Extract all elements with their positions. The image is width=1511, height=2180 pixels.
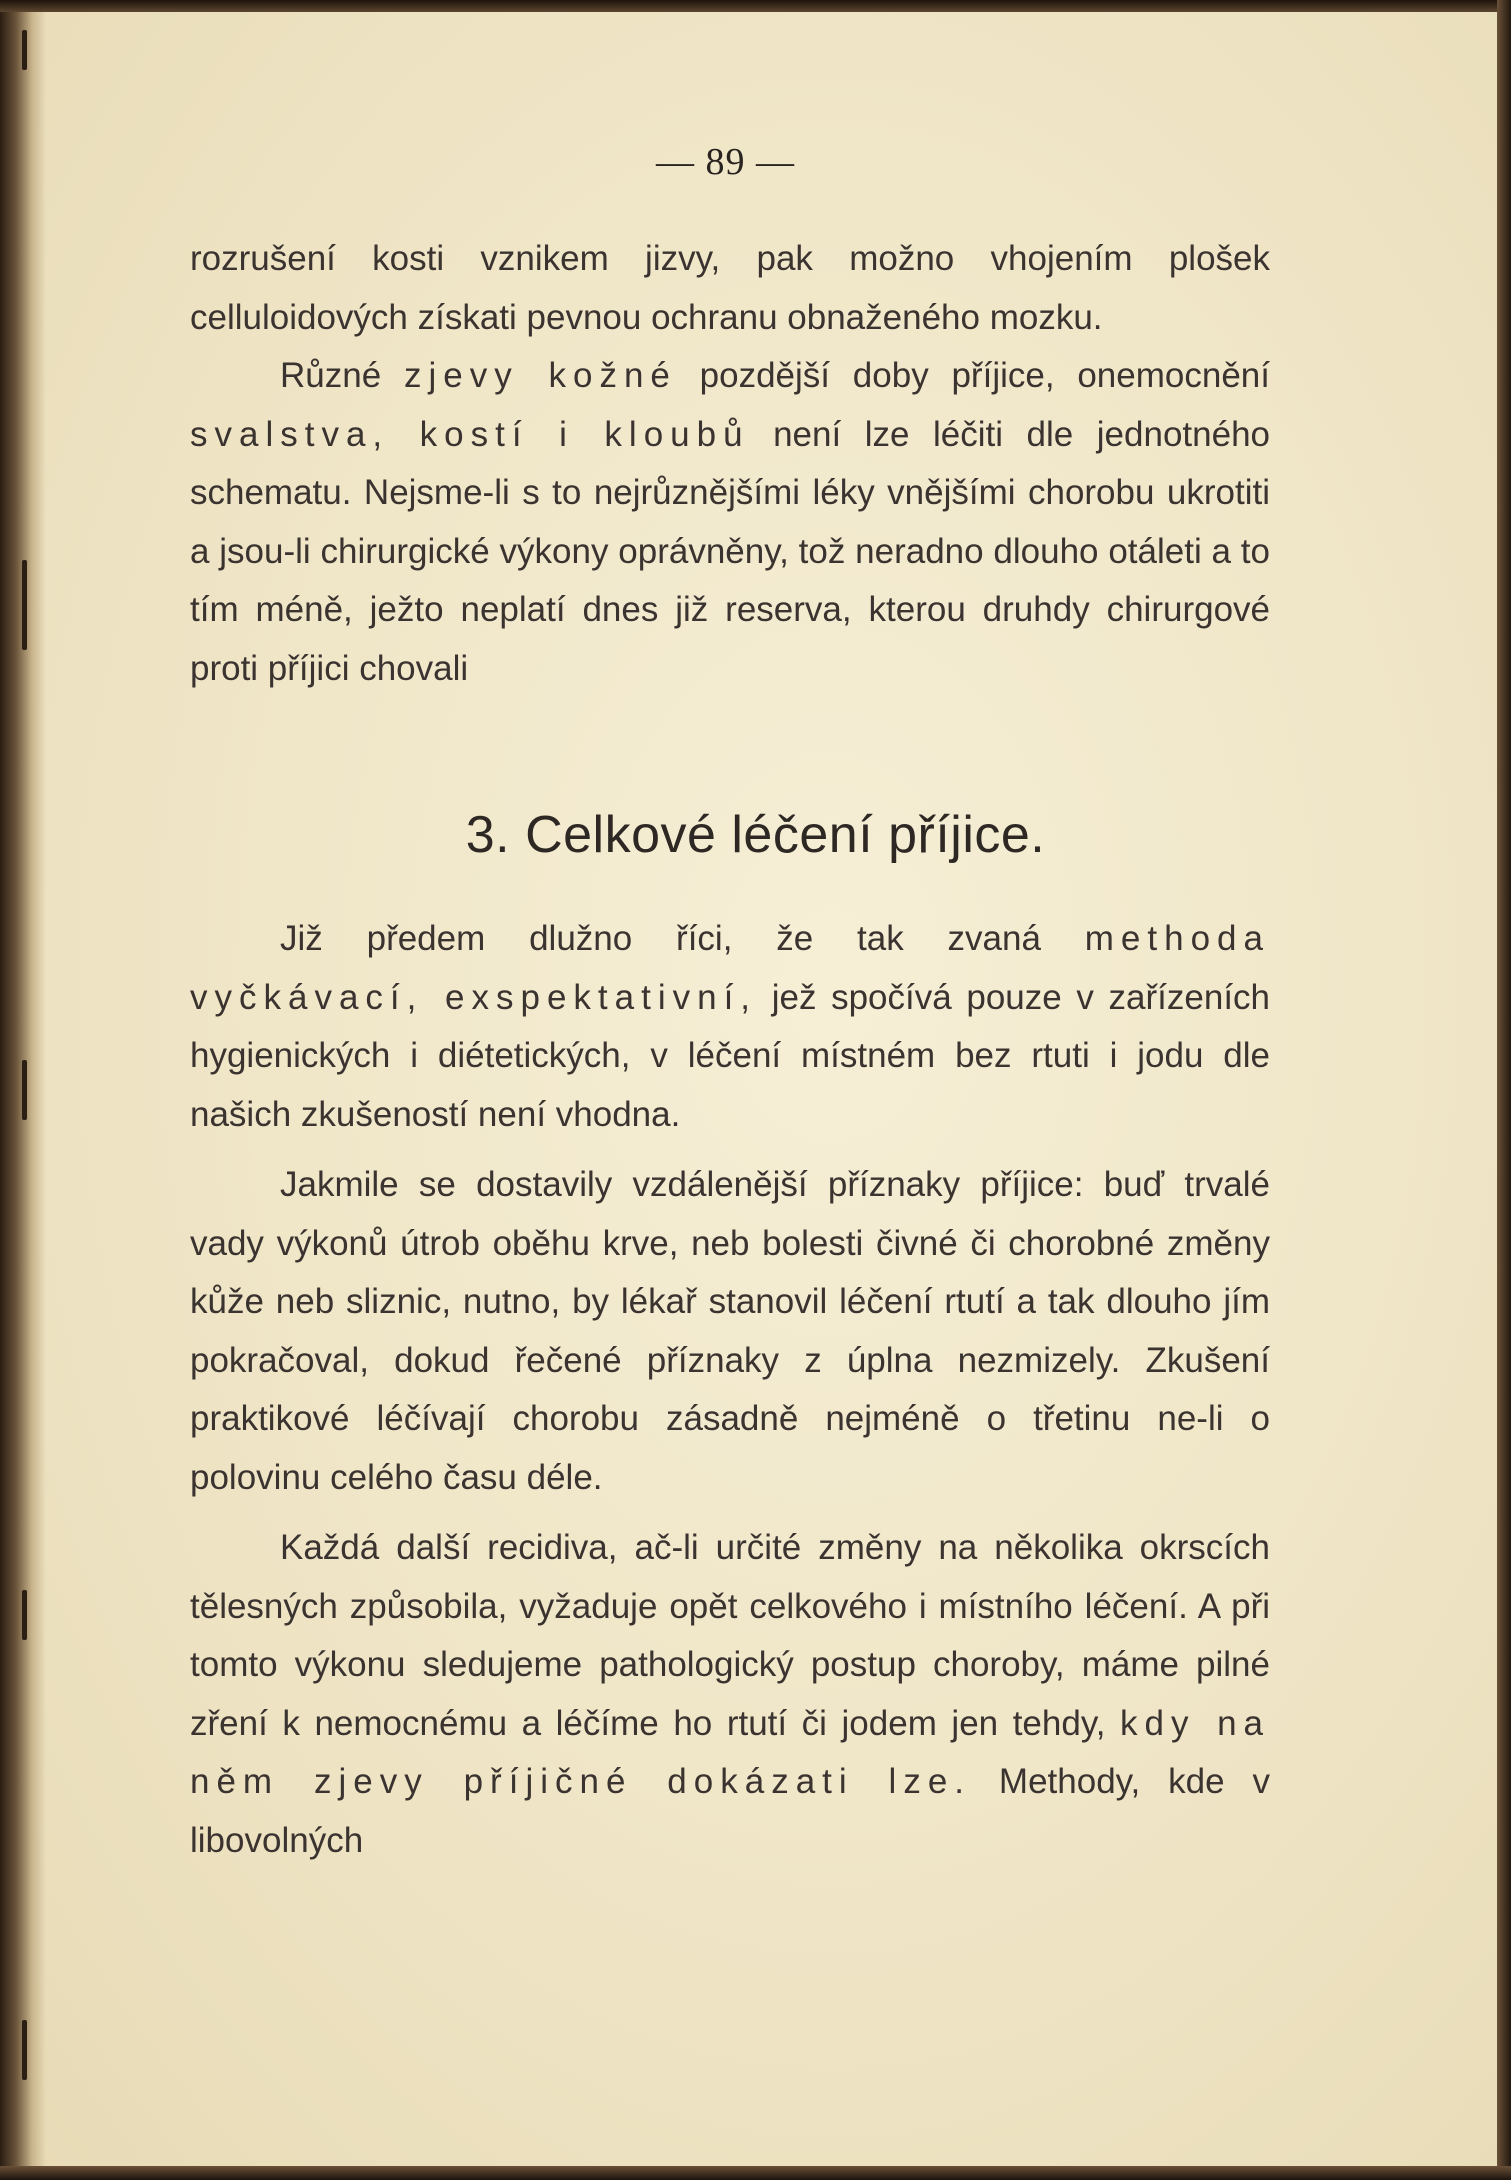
- emphasized-text: kdy na něm zjevy příjičné dokázati lze.: [190, 1703, 1270, 1801]
- text-run: Různé: [280, 356, 404, 395]
- emphasized-text: zjevy kožné: [403, 356, 677, 395]
- gutter-mark: [22, 2020, 27, 2080]
- gutter-mark: [22, 560, 27, 650]
- gutter-mark: [22, 1590, 27, 1640]
- paragraph-recidiva: [190, 1519, 1270, 1870]
- gutter-mark: [22, 1060, 27, 1120]
- scan-edge-right: [1497, 0, 1511, 2180]
- text-run: Methody, kde v libovolných: [190, 1762, 1270, 1860]
- page-number: — 89 —: [656, 141, 795, 183]
- text-run: jež spočívá pouze v zařízeních hygienických i diétetických, v léčení místném bez rtuti i jodu dle našich zkušeností není vhodna.: [190, 977, 1271, 1134]
- paragraph-expectant-method: [190, 910, 1270, 1144]
- text-run: není lze léčiti dle jednotného schematu. Nejsme-li s to nejrůznějšími léky vnějšími chorobu ukrotiti a jsou-li chirurgické výkony oprávněny, tož neradno dlouho otáleti a to tím méně, ježto neplatí dnes již reserva, kterou druhdy chirurgové proti příjici chovali: [190, 414, 1270, 688]
- text-run: Již předem dlužno říci, že tak zvaná: [280, 919, 1085, 958]
- paragraph-continuation: rozrušení kosti vznikem jizvy, pak možno vhojením plošek celluloidových získati pevnou ochranu obnaženého mozku.: [190, 239, 1270, 337]
- text-block-upper: [190, 230, 1270, 698]
- scan-edge-top: [0, 0, 1511, 12]
- gutter-mark: [22, 30, 27, 70]
- text-run: Každá další recidiva, ač-li určité změny na několika okrscích tělesných způsobila, vyžaduje opět celkového i místního léčení. A při tomto výkonu sledujeme pathologický postup choroby, máme pilné zření k nemocnému a léčíme ho rtutí či jodem jen tehdy,: [190, 1528, 1270, 1743]
- text-block-lower: [190, 910, 1270, 1870]
- scan-edge-bottom: [0, 2166, 1511, 2180]
- emphasized-text: svalstva, kostí i kloubů: [190, 414, 750, 454]
- paragraph-skin-symptoms: [190, 347, 1270, 698]
- emphasized-text: methoda vyčkávací, exspektativní,: [190, 919, 1270, 1017]
- paragraph-remote-symptoms: Jakmile se dostavily vzdálenější příznaky příjice: buď trvalé vady výkonů útrob oběhu krve, neb bolesti čivné či chorobné změny kůže neb sliznic, nutno, by lékař stanovil léčení rtutí a tak dlouho jím pokračoval, dokud řečené příznaky z úplna nezmizely. Zkušení praktikové léčívají chorobu zásadně nejméně o třetinu ne-li o polovinu celého času déle.: [190, 1165, 1270, 1497]
- section-heading: 3. Celkové léčení příjice.: [465, 806, 1046, 864]
- text-run: pozdější doby příjice, onemocnění: [676, 356, 1270, 395]
